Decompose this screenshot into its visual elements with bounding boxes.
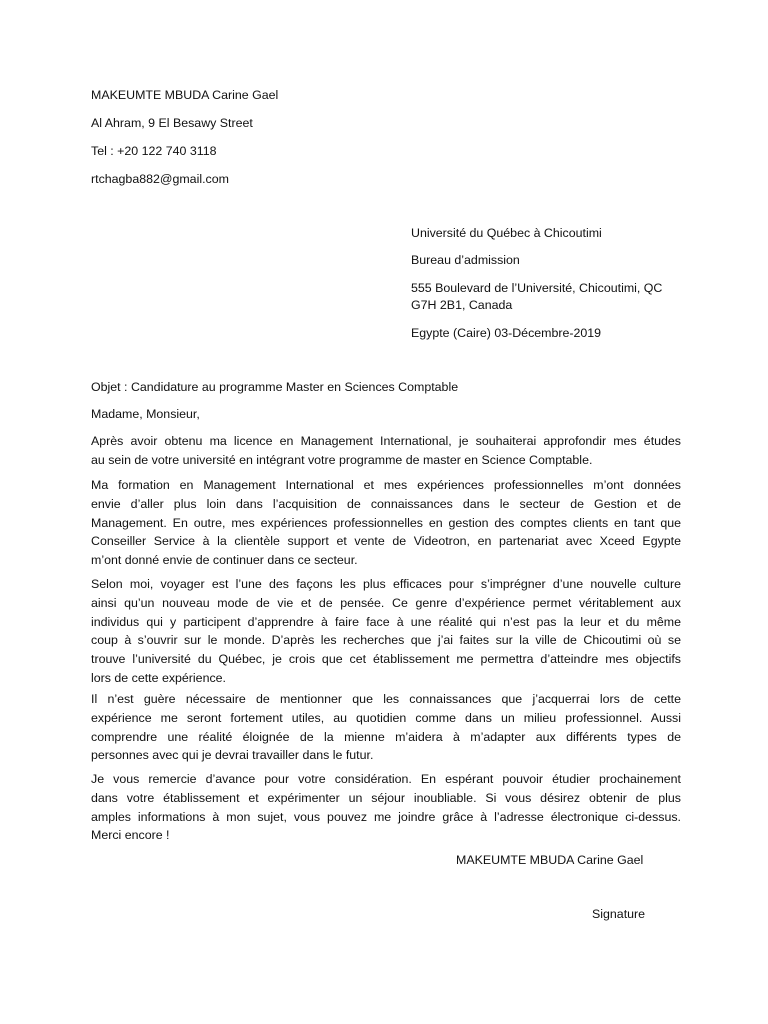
recipient-institution: Université du Québec à Chicoutimi (411, 226, 602, 240)
paragraph-2 (91, 476, 681, 570)
paragraph-3 (91, 575, 681, 688)
closing-name: MAKEUMTE MBUDA Carine Gael (456, 853, 644, 867)
paragraph-line: individus qui y participent d’apprendre à faire face à une réalité qui n’est pas la leur et du même (91, 614, 681, 629)
paragraph-line: au sein de votre université en intégrant votre programme de master en Science Comptable. (91, 452, 593, 467)
paragraph-line: amples informations à mon sujet, vous pouvez me joindre grâce à l’adresse électronique ci-dessus. (91, 809, 681, 824)
paragraph-line: trouve l’université du Québec, je crois que cet établissement me permettra d’atteindre mes objectifs (91, 652, 681, 667)
paragraph-line: envie d’aller plus loin dans l’acquisition de connaissances dans le secteur de Gestion et de (91, 496, 681, 511)
paragraph-line: coup à s’ouvrir sur le monde. D’après les recherches que j’ai faites sur la ville de Chicoutimi où se (91, 633, 681, 648)
paragraph-1 (91, 432, 681, 470)
paragraph-line: Management. En outre, mes expériences professionnelles en gestion des comptes clients en tant que (91, 515, 681, 530)
paragraph-line: comprendre une réalité éloignée de la mienne m’aidera à m’adapter aux différents types de (91, 729, 681, 744)
paragraph-line: Il n’est guère nécessaire de mentionner que les connaissances que j’acquerrai lors de cette (91, 692, 681, 706)
paragraph-line: Selon moi, voyager est l’une des façons les plus efficaces pour s’imprégner d’une nouvelle culture (91, 577, 681, 591)
recipient-office: Bureau d’admission (411, 253, 520, 267)
salutation: Madame, Monsieur, (91, 407, 200, 421)
paragraph-line: Je vous remercie d’avance pour votre considération. En espérant pouvoir étudier prochainement (91, 772, 681, 786)
paragraph-line: Conseiller Service à la clientèle support et vente de Videotron, en partenariat avec Xceed Egypte (91, 534, 681, 549)
sender-phone: Tel : +20 122 740 3118 (91, 144, 217, 158)
signature-label: Signature (592, 907, 646, 921)
recipient-address-line1: 555 Boulevard de l’Université, Chicoutimi, QC (411, 281, 663, 295)
paragraph-5 (91, 770, 681, 845)
paragraph-line: personnes avec qui je devrai travailler dans le futur. (91, 748, 374, 763)
recipient-address-line2: G7H 2B1, Canada (411, 298, 513, 312)
paragraph-line: Après avoir obtenu ma licence en Management International, je souhaiterai approfondir mes études (91, 434, 681, 448)
sender-name: MAKEUMTE MBUDA Carine Gael (91, 88, 279, 102)
paragraph-line: expérience me seront fortement utiles, au quotidien comme dans un milieu professionnel. Aussi (91, 710, 681, 725)
place-date: Egypte (Caire) 03-Décembre-2019 (411, 326, 602, 340)
sender-email: rtchagba882@gmail.com (91, 172, 229, 186)
letter-subject: Objet : Candidature au programme Master en Sciences Comptable (91, 380, 459, 394)
paragraph-line: ainsi qu’un nouveau mode de vie et de pensée. Ce genre d’expérience permet véritablement aux (91, 595, 681, 610)
paragraph-line: m’ont donné envie de continuer dans ce secteur. (91, 553, 358, 568)
paragraph-4 (91, 690, 681, 765)
paragraph-line: Merci encore ! (91, 828, 170, 843)
paragraph-line: lors de cette expérience. (91, 670, 226, 685)
paragraph-line: Ma formation en Management International et mes expériences professionnelles m’ont données (91, 478, 681, 492)
paragraph-line: dans votre établissement et expérimenter un séjour inoubliable. Si vous désirez obtenir de plus (91, 790, 681, 805)
sender-address: Al Ahram, 9 El Besawy Street (91, 116, 253, 130)
